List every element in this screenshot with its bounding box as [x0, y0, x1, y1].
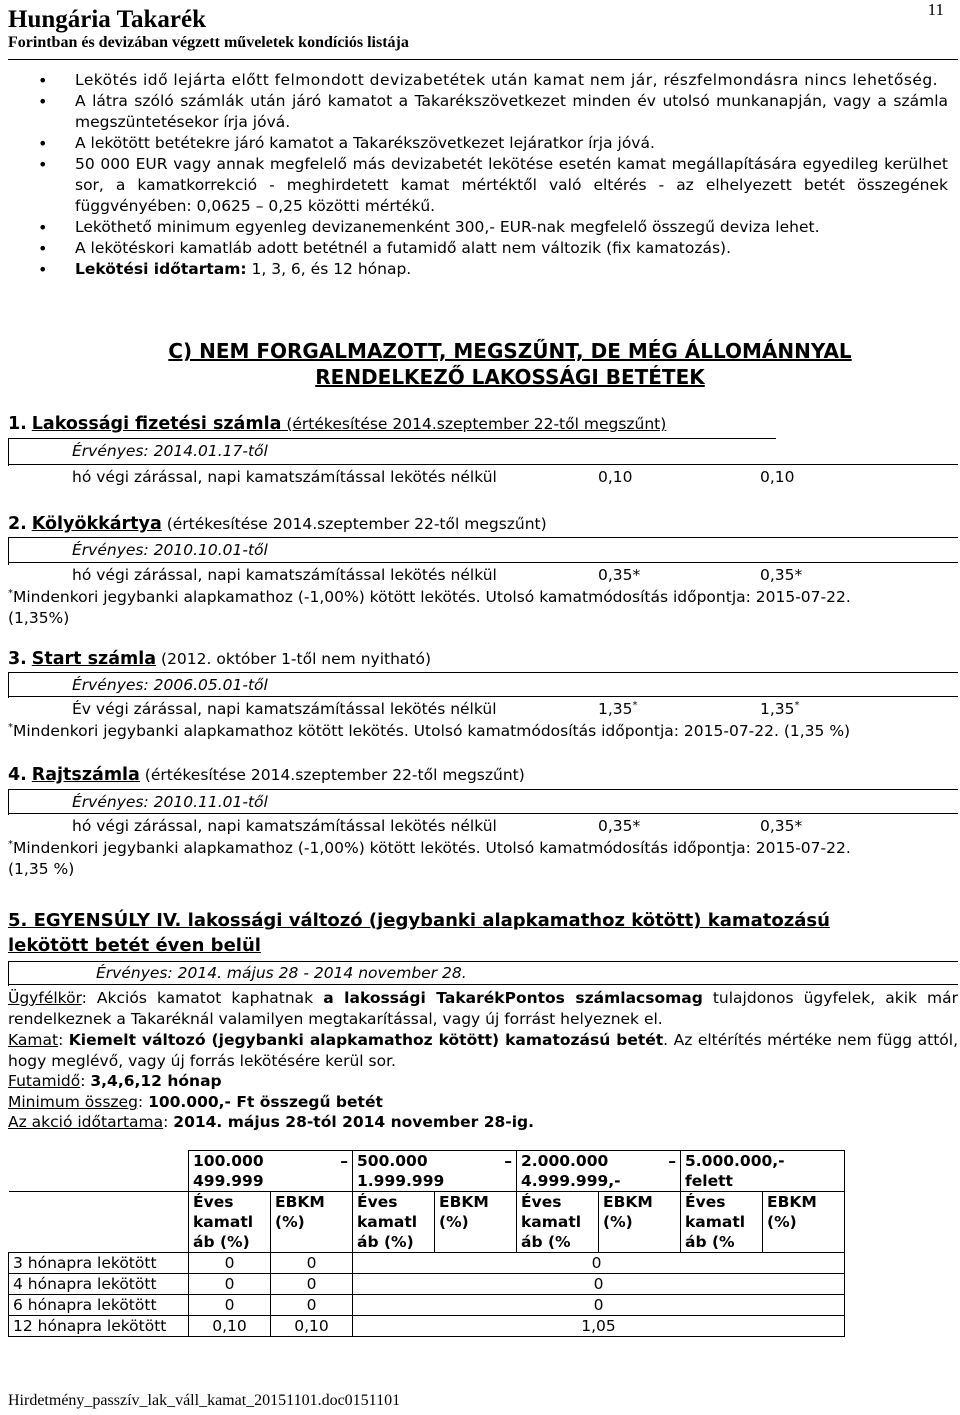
footnote-marker: * — [632, 700, 638, 711]
rate-value: 1,35 — [598, 700, 633, 719]
item-2-heading — [8, 514, 547, 534]
item-number: 3. — [8, 649, 27, 669]
min-label: Minimum összeg — [8, 1093, 138, 1111]
item-5-client — [8, 988, 958, 1030]
item-3-ebkm — [760, 700, 800, 718]
footnote-text: Mindenkori jegybanki alapkamathoz (-1,00%) kötött lekötés. Utolsó kamatmódosítás időpontja: 2015-07-22. — [13, 839, 851, 858]
item-2-bar — [8, 537, 9, 565]
action-value: 2014. május 28-tól 2014 november 28-ig. — [173, 1113, 535, 1131]
item-2-rule — [8, 537, 958, 538]
list-item: • 50 000 EUR vagy annak megfelelő más devizabetét lekötése esetén kamat megállapítására egyedileg kerülhet sor, a kamatkorrekció - meghirdetett kamat mértéktől való eltérés - az elhelyezett betét összegének függvényében: 0,0625 – 0,25 közötti mértékű. — [38, 154, 948, 217]
item-5-rule-2 — [8, 984, 958, 985]
range-header: 5.000.000,- felett — [681, 1151, 845, 1192]
item-1-bar — [8, 438, 9, 466]
table-row — [9, 1192, 845, 1253]
item-1-rule — [8, 438, 776, 439]
item-title: Lakossági fizetési számla — [31, 414, 282, 434]
rate-label: Kamat — [8, 1031, 59, 1049]
list-item: • A látra szóló számlák után járó kamatot a Takarékszövetkezet minden év utolsó munkanapján, vagy a számla megszüntetésekor írja jóvá. — [38, 91, 948, 133]
item-number: 2. — [8, 514, 27, 534]
table-cell: 0 — [271, 1274, 353, 1295]
item-5-bar — [8, 961, 9, 986]
item-3-desc: Év végi zárással, napi kamatszámítással lekötés nélkül — [72, 700, 497, 718]
item-1-valid: Érvényes: 2014.01.17-től — [72, 442, 268, 460]
ebkm-subheader: EBKM (%) — [763, 1192, 845, 1253]
item-2-valid: Érvényes: 2010.10.01-től — [72, 541, 268, 559]
item-title: Kölyökkártya — [31, 514, 162, 534]
client-bold: a lakossági TakarékPontos számlacsomag — [323, 989, 703, 1007]
table-corner — [9, 1151, 189, 1192]
item-3-rule-2 — [8, 696, 958, 697]
item-3-heading — [8, 649, 431, 669]
table-cell: 0,10 — [189, 1316, 271, 1337]
footnote-marker: * — [794, 700, 800, 711]
table-row — [9, 1151, 845, 1192]
item-note: (értékesítése 2014.szeptember 22-től megszűnt) — [281, 415, 667, 433]
table-row — [9, 1253, 845, 1274]
table-cell: 0 — [189, 1274, 271, 1295]
conditions-list — [38, 70, 948, 280]
item-number: 1. — [8, 414, 27, 434]
item-note: (értékesítése 2014.szeptember 22-től megszűnt) — [161, 515, 547, 533]
item-4-ebkm: 0,35* — [760, 817, 803, 835]
item-1-rule-2 — [8, 464, 958, 465]
item-3-rule — [8, 672, 958, 673]
item-4-footnote-cont: (1,35 %) — [8, 860, 75, 878]
item-1-heading — [8, 414, 666, 434]
item-5-term: Futamidő: 3,4,6,12 hónap — [8, 1072, 222, 1090]
footer-filename: Hirdetmény_passzív_lak_váll_kamat_20151101.doc0151101 — [8, 1392, 401, 1409]
rate-subheader: Éves kamatl áb (%) — [189, 1192, 271, 1253]
client-text-2: tulajdonos ügyfelek, akik már rendelkeznek a Takaréknál valamilyen megtakarítással, vagy új forrást helyeznek el. — [8, 989, 958, 1028]
ebkm-subheader: EBKM (%) — [271, 1192, 353, 1253]
table-cell: 0 — [353, 1274, 845, 1295]
row-label: 4 hónapra lekötött — [9, 1274, 189, 1295]
client-text: : Akciós kamatot kaphatnak — [81, 989, 324, 1007]
item-1-rate: 0,10 — [598, 468, 633, 486]
item-2-desc: hó végi zárással, napi kamatszámítással lekötés nélkül — [72, 566, 497, 584]
table-cell: 0 — [189, 1295, 271, 1316]
item-4-valid: Érvényes: 2010.11.01-től — [72, 793, 268, 811]
footnote-marker: * — [8, 839, 13, 850]
item-4-rule-2 — [8, 813, 958, 814]
list-item — [38, 259, 948, 280]
client-label: Ügyfélkör — [8, 989, 82, 1007]
table-cell: 1,05 — [353, 1316, 845, 1337]
item-4-desc: hó végi zárással, napi kamatszámítással lekötés nélkül — [72, 817, 497, 835]
item-5-rate: Kamat: Kiemelt változó (jegybanki alapkamathoz kötött) kamatozású betét. Az eltérítés mértéke nem függ attól, hogy meglévő, vagy új forrás lekötésére kerül sor. — [8, 1031, 958, 1070]
rate-bold: Kiemelt változó (jegybanki alapkamathoz kötött) kamatozású betét — [68, 1031, 664, 1049]
term-value: 1, 3, 6, és 12 hónap. — [246, 260, 412, 278]
item-5-min: Minimum összeg: 100.000,- Ft összegű betét — [8, 1093, 383, 1111]
item-3-footnote — [8, 722, 850, 740]
item-4-bar — [8, 789, 9, 815]
item-3-rate — [598, 700, 638, 718]
list-item: • A lekötött betétekre járó kamatot a Takarékszövetkezet lejáratkor írja jóvá. — [38, 133, 948, 154]
item-5-rule — [8, 961, 958, 962]
row-label: 3 hónapra lekötött — [9, 1253, 189, 1274]
list-item: • Leköthető minimum egyenleg devizanemenként 300,- EUR-nak megfelelő összegű deviza lehet. — [38, 217, 948, 238]
range-header: 2.000.000 – 4.999.999,- — [517, 1151, 681, 1192]
term-label: Lekötési időtartam: — [75, 260, 247, 278]
item-4-rule — [8, 789, 958, 790]
item-4-heading — [8, 765, 525, 785]
footnote-text: Mindenkori jegybanki alapkamathoz kötött lekötés. Utolsó kamatmódosítás időpontja: 2015-07-22. (1,35 %) — [13, 722, 851, 741]
item-3-bar — [8, 672, 9, 698]
document-subtitle: Forintban és devizában végzett műveletek kondíciós listája — [8, 34, 409, 51]
table-cell: 0,10 — [271, 1316, 353, 1337]
rate-subheader: Éves kamatl áb (%) — [353, 1192, 435, 1253]
table-row — [9, 1274, 845, 1295]
item-2-ebkm: 0,35* — [760, 566, 803, 584]
item-note: (2012. október 1-től nem nyitható) — [156, 650, 432, 668]
action-label: Az akció időtartama — [8, 1113, 164, 1131]
item-2-rule-2 — [8, 562, 958, 563]
item-4-rate: 0,35* — [598, 817, 641, 835]
item-5-title-line2: lekötött betét éven belül — [8, 935, 261, 956]
min-value: 100.000,- Ft összegű betét — [148, 1093, 383, 1111]
table-corner — [9, 1192, 189, 1253]
section-c-title-line1: C) NEM FORGALMAZOTT, MEGSZŰNT, DE MÉG ÁLLOMÁNNYAL — [168, 339, 852, 363]
item-2-footnote-cont: (1,35%) — [8, 609, 70, 627]
rate-subheader: Éves kamatl áb (% — [681, 1192, 763, 1253]
term-label: Futamidő — [8, 1072, 81, 1090]
footnote-marker: * — [8, 722, 13, 733]
header-rule — [8, 59, 958, 60]
item-5-action: Az akció időtartama: 2014. május 28-tól 2014 november 28-ig. — [8, 1113, 535, 1131]
item-5-valid: Érvényes: 2014. május 28 - 2014 november 28. — [96, 964, 467, 982]
item-title: Rajtszámla — [31, 765, 140, 785]
ebkm-subheader: EBKM (%) — [599, 1192, 681, 1253]
list-item: • A lekötéskori kamatláb adott betétnél a futamidő alatt nem változik (fix kamatozás). — [38, 238, 948, 259]
ebkm-subheader: EBKM (%) — [435, 1192, 517, 1253]
range-header: 100.000 – 499.999 — [189, 1151, 353, 1192]
table-cell: 0 — [353, 1295, 845, 1316]
item-4-footnote — [8, 839, 851, 857]
row-label: 12 hónapra lekötött — [9, 1316, 189, 1337]
range-header: 500.000 – 1.999.999 — [353, 1151, 517, 1192]
rate-text: . Az eltérítés mértéke nem függ attól, hogy meglévő, vagy új forrás lekötésére kerül sor. — [8, 1031, 958, 1070]
page-number: 11 — [927, 0, 944, 19]
table-row — [9, 1295, 845, 1316]
footnote-marker: * — [8, 588, 13, 599]
table-row — [9, 1316, 845, 1337]
item-1-desc: hó végi zárással, napi kamatszámítással lekötés nélkül — [72, 468, 497, 486]
section-c-title-line2: RENDELKEZŐ LAKOSSÁGI BETÉTEK — [315, 365, 705, 389]
item-1-ebkm: 0,10 — [760, 468, 795, 486]
row-label: 6 hónapra lekötött — [9, 1295, 189, 1316]
rate-table — [8, 1150, 845, 1337]
list-item: • Lekötés idő lejárta előtt felmondott devizabetétek után kamat nem jár, részfelmondásra nincs lehetőség. — [38, 70, 948, 91]
table-cell: 0 — [271, 1295, 353, 1316]
item-2-footnote — [8, 588, 851, 606]
item-number: 4. — [8, 765, 27, 785]
ebkm-value: 1,35 — [760, 700, 795, 719]
item-2-rate: 0,35* — [598, 566, 641, 584]
footnote-text: Mindenkori jegybanki alapkamathoz (-1,00%) kötött lekötés. Utolsó kamatmódosítás időpontja: 2015-07-22. — [13, 588, 851, 607]
table-cell: 0 — [189, 1253, 271, 1274]
item-note: (értékesítése 2014.szeptember 22-től megszűnt) — [139, 766, 525, 784]
table-cell: 0 — [271, 1253, 353, 1274]
brand-title: Hungária Takarék — [8, 6, 206, 33]
term-value: 3,4,6,12 hónap — [90, 1072, 222, 1090]
item-5-title-line1: 5. EGYENSÚLY IV. lakossági változó (jegybanki alapkamathoz kötött) kamatozású — [8, 910, 830, 931]
item-title: Start számla — [31, 649, 157, 669]
table-cell: 0 — [353, 1253, 845, 1274]
item-3-valid: Érvényes: 2006.05.01-től — [72, 676, 268, 694]
rate-subheader: Éves kamatl áb (% — [517, 1192, 599, 1253]
